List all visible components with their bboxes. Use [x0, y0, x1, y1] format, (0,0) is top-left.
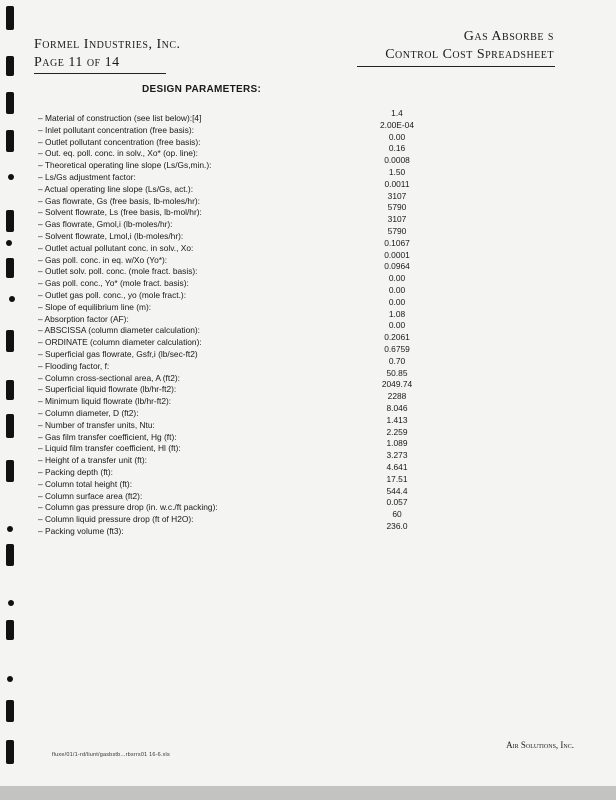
parameter-label: – Column surface area (ft2): — [38, 491, 142, 503]
header-rule-right — [357, 66, 555, 67]
parameter-label: – Column cross-sectional area, A (ft2): — [38, 373, 180, 385]
parameter-value: 0.057 — [386, 497, 408, 508]
parameter-value: 0.00 — [388, 131, 406, 142]
binder-hole — [6, 210, 14, 232]
parameter-label: – Superficial gas flowrate, Gsfr,i (lb/sec-ft2) — [38, 349, 198, 361]
parameter-value: 2.259 — [386, 426, 408, 437]
parameter-value: 0.1067 — [384, 237, 410, 248]
parameter-label: – ABSCISSA (column diameter calculation): — [38, 325, 200, 337]
binder-dot — [7, 526, 13, 532]
scan-edge-band — [0, 786, 616, 800]
parameter-value: 1.4 — [391, 108, 403, 118]
parameter-value: 0.16 — [388, 143, 406, 154]
document-title-line1: Gas Absorbe s — [463, 29, 554, 44]
parameter-value: 17.51 — [386, 473, 408, 484]
section-title: DESIGN PARAMETERS: — [142, 84, 262, 95]
parameter-values — [352, 108, 442, 533]
binder-hole — [6, 6, 14, 30]
parameter-label: – Material of construction (see list below):[4] — [38, 113, 201, 125]
parameter-value: 3107 — [387, 214, 407, 225]
parameter-value: 544.4 — [386, 485, 408, 496]
parameter-label: – Out. eq. poll. conc. in solv., Xo* (op. line): — [38, 148, 198, 160]
binder-hole — [6, 740, 14, 764]
parameter-value: 0.2061 — [384, 332, 410, 343]
binder-dot — [9, 296, 15, 302]
parameter-value: 1.50 — [388, 166, 406, 177]
parameter-label: – Gas film transfer coefficient, Hg (ft): — [38, 432, 177, 444]
page-number: Page 11 of 14 — [34, 55, 120, 70]
parameter-label: – Outlet pollutant concentration (free basis): — [38, 137, 201, 149]
binder-hole — [6, 380, 14, 400]
parameter-value: 2049.74 — [381, 379, 413, 390]
parameter-label: – Column gas pressure drop (in. w.c./ft packing): — [38, 502, 218, 514]
parameter-value: 1.089 — [386, 438, 408, 449]
company-name: Formel Industries, Inc. — [34, 37, 181, 52]
parameter-label: – Outlet solv. poll. conc. (mole fract. basis): — [38, 266, 198, 278]
parameter-label: – Solvent flowrate, Lmol,i (lb-moles/hr): — [38, 231, 183, 243]
binder-hole — [6, 130, 14, 152]
parameter-value: 0.0964 — [384, 261, 410, 272]
header-rule-left — [34, 73, 166, 74]
parameter-label: – Theoretical operating line slope (Ls/Gs,min.): — [38, 160, 212, 172]
parameter-value: 0.0011 — [384, 178, 410, 189]
parameter-label: – Number of transfer units, Ntu: — [38, 420, 155, 432]
parameter-label: – ORDINATE (column diameter calculation): — [38, 337, 202, 349]
parameter-label: – Solvent flowrate, Ls (free basis, lb-mol/hr): — [38, 207, 202, 219]
parameter-label: – Liquid film transfer coefficient, Hl (ft): — [38, 443, 181, 455]
parameter-label: – Actual operating line slope (Ls/Gs, act.): — [38, 184, 193, 196]
parameter-label: – Packing depth (ft): — [38, 467, 113, 479]
parameter-value: 50.85 — [386, 367, 408, 378]
parameter-value: 0.0001 — [384, 249, 410, 260]
binder-hole — [6, 56, 14, 76]
parameter-value: 5790 — [387, 225, 407, 236]
binder-holes-strip — [0, 0, 26, 800]
parameter-value: 1.413 — [386, 414, 408, 425]
parameter-label: – Superficial liquid flowrate (lb/hr-ft2): — [38, 384, 176, 396]
parameter-value: 8.046 — [386, 402, 408, 413]
parameter-label: – Gas flowrate, Gmol,i (lb-moles/hr): — [38, 219, 173, 231]
binder-hole — [6, 414, 14, 438]
parameter-value: 2.00E-04 — [380, 119, 414, 130]
binder-hole — [6, 620, 14, 640]
binder-dot — [6, 240, 12, 246]
parameter-value: 2288 — [387, 391, 407, 402]
parameter-label: – Gas flowrate, Gs (free basis, lb-moles/hr): — [38, 196, 200, 208]
parameter-label: – Flooding factor, f: — [38, 361, 109, 373]
parameter-label: – Column diameter, D (ft2): — [38, 408, 139, 420]
parameter-value: 0.00 — [388, 296, 406, 307]
parameter-value: 0.70 — [388, 355, 406, 366]
binder-hole — [6, 700, 14, 722]
binder-dot — [7, 676, 13, 682]
parameter-label: – Outlet actual pollutant conc. in solv., Xo: — [38, 243, 193, 255]
parameter-value: 0.0008 — [384, 155, 410, 166]
parameter-label: – Outlet gas poll. conc., yo (mole fract.): — [38, 290, 186, 302]
binder-hole — [6, 258, 14, 278]
parameter-label: – Minimum liquid flowrate (lb/hr-ft2): — [38, 396, 171, 408]
parameter-label: – Column total height (ft): — [38, 479, 132, 491]
parameter-label: – Gas poll. conc. in eq. w/Xo (Yo*): — [38, 255, 167, 267]
parameter-label: – Column liquid pressure drop (ft of H2O): — [38, 514, 194, 526]
binder-hole — [6, 330, 14, 352]
header-left — [34, 36, 181, 72]
binder-dot — [8, 174, 14, 180]
parameter-value: 3.273 — [386, 450, 408, 461]
parameter-value: 0.00 — [388, 320, 406, 331]
parameter-label: – Ls/Gs adjustment factor: — [38, 172, 136, 184]
binder-hole — [6, 544, 14, 566]
parameter-value: 3107 — [387, 190, 407, 201]
binder-hole — [6, 460, 14, 482]
parameter-value: 5790 — [387, 202, 407, 213]
parameter-label: – Inlet pollutant concentration (free basis): — [38, 125, 194, 137]
binder-dot — [8, 600, 14, 606]
header-right — [385, 28, 554, 64]
parameter-label: – Slope of equilibrium line (m): — [38, 302, 151, 314]
parameter-label: – Absorption factor (AF): — [38, 314, 129, 326]
parameter-value: 4.641 — [386, 461, 408, 472]
parameter-value: 0.6759 — [384, 343, 410, 354]
parameter-value: 236.0 — [386, 520, 408, 531]
parameter-value: 60 — [392, 509, 402, 520]
parameter-value: 1.08 — [388, 308, 406, 319]
parameter-value: 0.00 — [388, 273, 406, 284]
document-title-line2: Control Cost Spreadsheet — [385, 47, 554, 62]
parameter-label: – Height of a transfer unit (ft): — [38, 455, 147, 467]
binder-hole — [6, 92, 14, 114]
parameter-value: 0.00 — [388, 284, 406, 295]
parameter-label: – Gas poll. conc., Yo* (mole fract. basis): — [38, 278, 189, 290]
parameter-label: – Packing volume (ft3): — [38, 526, 124, 538]
footer-file-path: fluxe/01/1-rd/liunt/gasbstb...rbsrrs01 16-6.xls — [52, 752, 170, 758]
footer-company: Air Solutions, Inc. — [506, 740, 574, 750]
